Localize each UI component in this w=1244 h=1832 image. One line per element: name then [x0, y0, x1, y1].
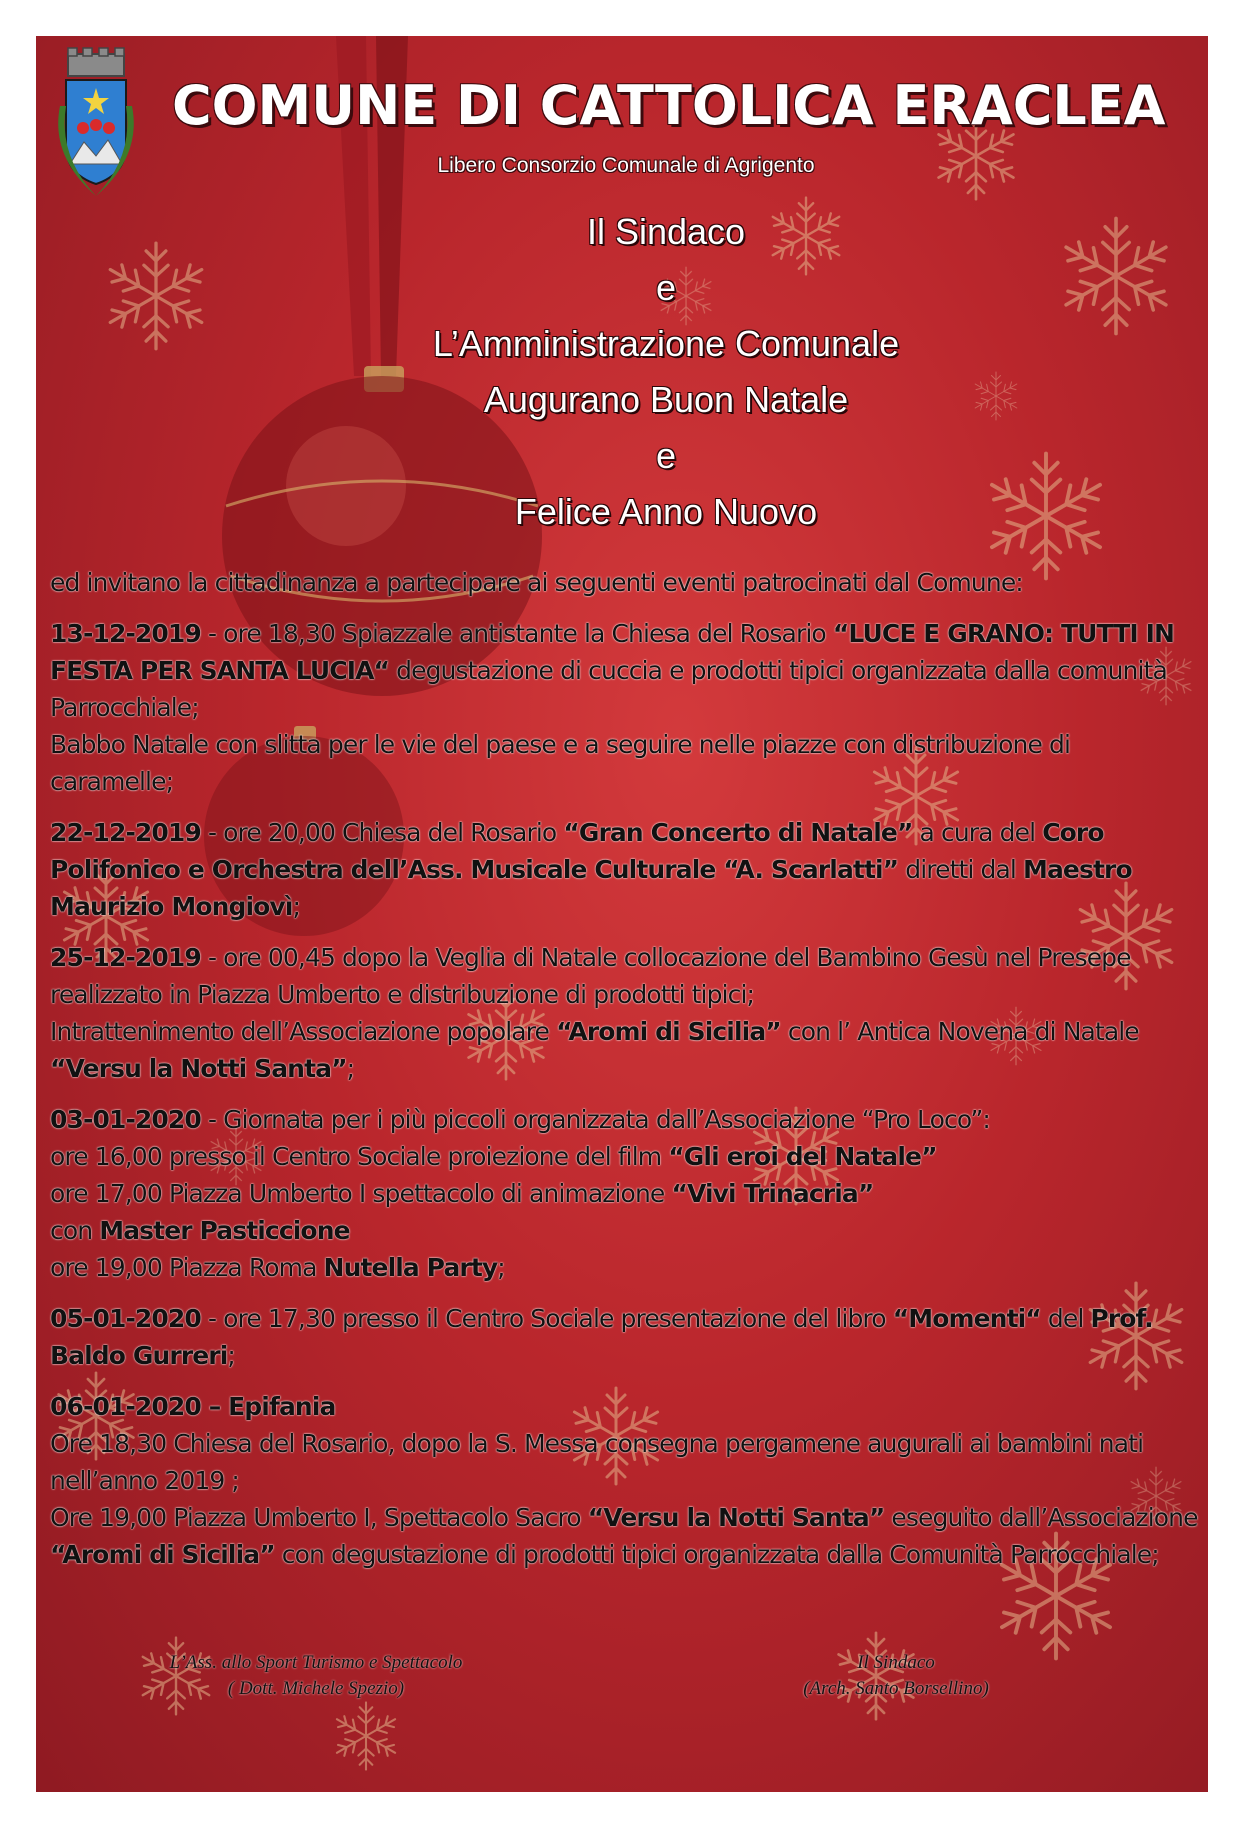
event-highlight: “LUCE E GRANO: TUTTI IN FESTA PER SANTA LUCIA“: [50, 619, 1175, 685]
event-highlight: “Versu la Notti Santa”: [50, 1054, 347, 1083]
event-item: [50, 615, 1200, 800]
event-highlight: Master Pasticcione: [99, 1216, 350, 1245]
greeting-line: L’Amministrazione Comunale: [432, 323, 900, 364]
signature-name: ( Dott. Michele Spezio): [227, 1678, 405, 1699]
event-date: 13-12-2019: [50, 619, 201, 648]
event-item: [50, 1388, 1200, 1573]
event-text: ;: [292, 892, 301, 921]
event-text: Ore 18,30 Chiesa del Rosario, dopo la S. Messa consegna pergamene augurali ai bambini nati nell’anno 2019 ;: [50, 1429, 1144, 1495]
event-highlight: “Momenti“: [892, 1304, 1041, 1333]
event-highlight: “Vivi Trinacria”: [671, 1179, 874, 1208]
event-text: diretti dal: [898, 855, 1023, 884]
event-date: 03-01-2020: [50, 1105, 201, 1134]
greeting-line: Felice Anno Nuovo: [514, 491, 818, 532]
poster: [36, 36, 1208, 1792]
event-text: degustazione di cuccia e prodotti tipici organizzata dalla comunità Parrocchiale;: [50, 656, 1167, 722]
event-item: [50, 939, 1200, 1087]
event-date: 05-01-2020: [50, 1304, 201, 1333]
event-text: - Giornata per i più piccoli organizzata dall’Associazione “Pro Loco”:: [200, 1105, 990, 1134]
signature-role: L’Ass. allo Sport Turismo e Spettacolo: [169, 1652, 463, 1673]
event-date: 25-12-2019: [50, 943, 201, 972]
event-list: [50, 564, 1200, 1573]
event-text: ore 19,00 Piazza Roma: [50, 1253, 324, 1282]
event-item: [50, 1300, 1200, 1374]
event-item: [50, 1101, 1200, 1286]
event-text: ore 17,00 Piazza Umberto I spettacolo di animazione: [50, 1179, 672, 1208]
page-title: COMUNE DI CATTOLICA ERACLEA: [172, 74, 1166, 137]
event-text: - ore 18,30 Spiazzale antistante la Chiesa del Rosario: [200, 619, 833, 648]
event-date: 22-12-2019: [50, 818, 201, 847]
event-text: eseguito dall’Associazione: [884, 1503, 1198, 1532]
signature-mayor: [736, 1650, 1056, 1702]
municipal-crest-icon: [46, 46, 146, 211]
event-text: del: [1040, 1304, 1091, 1333]
event-text: Intrattenimento dell’Associazione popolare: [50, 1017, 557, 1046]
event-text: Ore 19,00 Piazza Umberto I, Spettacolo Sacro: [50, 1503, 588, 1532]
event-highlight: Prof. Baldo Gurreri: [50, 1304, 1153, 1370]
event-highlight: “Versu la Notti Santa”: [587, 1503, 885, 1532]
event-highlight: “Gli eroi del Natale”: [668, 1142, 937, 1171]
event-text: Babbo Natale con slitta per le vie del paese e a seguire nelle piazze con distribuzione di caramelle;: [50, 730, 1071, 796]
event-text: con: [50, 1216, 100, 1245]
event-date: 06-01-2020: [50, 1392, 201, 1421]
event-text: - ore 20,00 Chiesa del Rosario: [200, 818, 564, 847]
event-text: a cura del: [912, 818, 1043, 847]
event-highlight: – Epifania: [200, 1392, 336, 1421]
event-highlight: Nutella Party: [323, 1253, 498, 1282]
signature-role: Il Sindaco: [857, 1652, 935, 1673]
signature-assessor: [136, 1650, 496, 1702]
event-highlight: Coro Polifonico e Orchestra dell’Ass. Musicale Culturale “A. Scarlatti”: [50, 818, 1104, 884]
event-highlight: “Aromi di Sicilia”: [556, 1017, 781, 1046]
event-highlight: “Gran Concerto di Natale”: [563, 818, 913, 847]
event-text: - ore 00,45 dopo la Veglia di Natale collocazione del Bambino Gesù nel Presepe realizzato in Piazza Umberto e distribuzione di prodotti tipici;: [50, 943, 1131, 1009]
greeting-block: [266, 204, 1066, 540]
event-text: con l’ Antica Novena di Natale: [780, 1017, 1139, 1046]
greeting-line: Augurano Buon Natale: [483, 379, 849, 420]
event-highlight: “Aromi di Sicilia”: [50, 1540, 275, 1569]
event-text: ore 16,00 presso il Centro Sociale proiezione del film: [50, 1142, 669, 1171]
page-subtitle: Libero Consorzio Comunale di Agrigento: [437, 154, 815, 177]
event-text: ;: [497, 1253, 505, 1282]
greeting-line: e: [655, 267, 677, 308]
event-text: ;: [346, 1054, 355, 1083]
event-text: ;: [227, 1341, 235, 1370]
greeting-line: e: [655, 435, 677, 476]
event-item: [50, 814, 1200, 925]
event-highlight: Maestro Maurizio Mongiovì: [50, 855, 1132, 921]
intro-text: ed invitano la cittadinanza a partecipare ai seguenti eventi patrocinati dal Comune:: [50, 568, 1023, 597]
event-text: - ore 17,30 presso il Centro Sociale presentazione del libro: [200, 1304, 893, 1333]
signature-name: (Arch. Santo Borsellino): [803, 1678, 989, 1699]
event-text: con degustazione di prodotti tipici organizzata dalla Comunità Parrocchiale;: [274, 1540, 1159, 1569]
greeting-line: Il Sindaco: [586, 211, 746, 252]
